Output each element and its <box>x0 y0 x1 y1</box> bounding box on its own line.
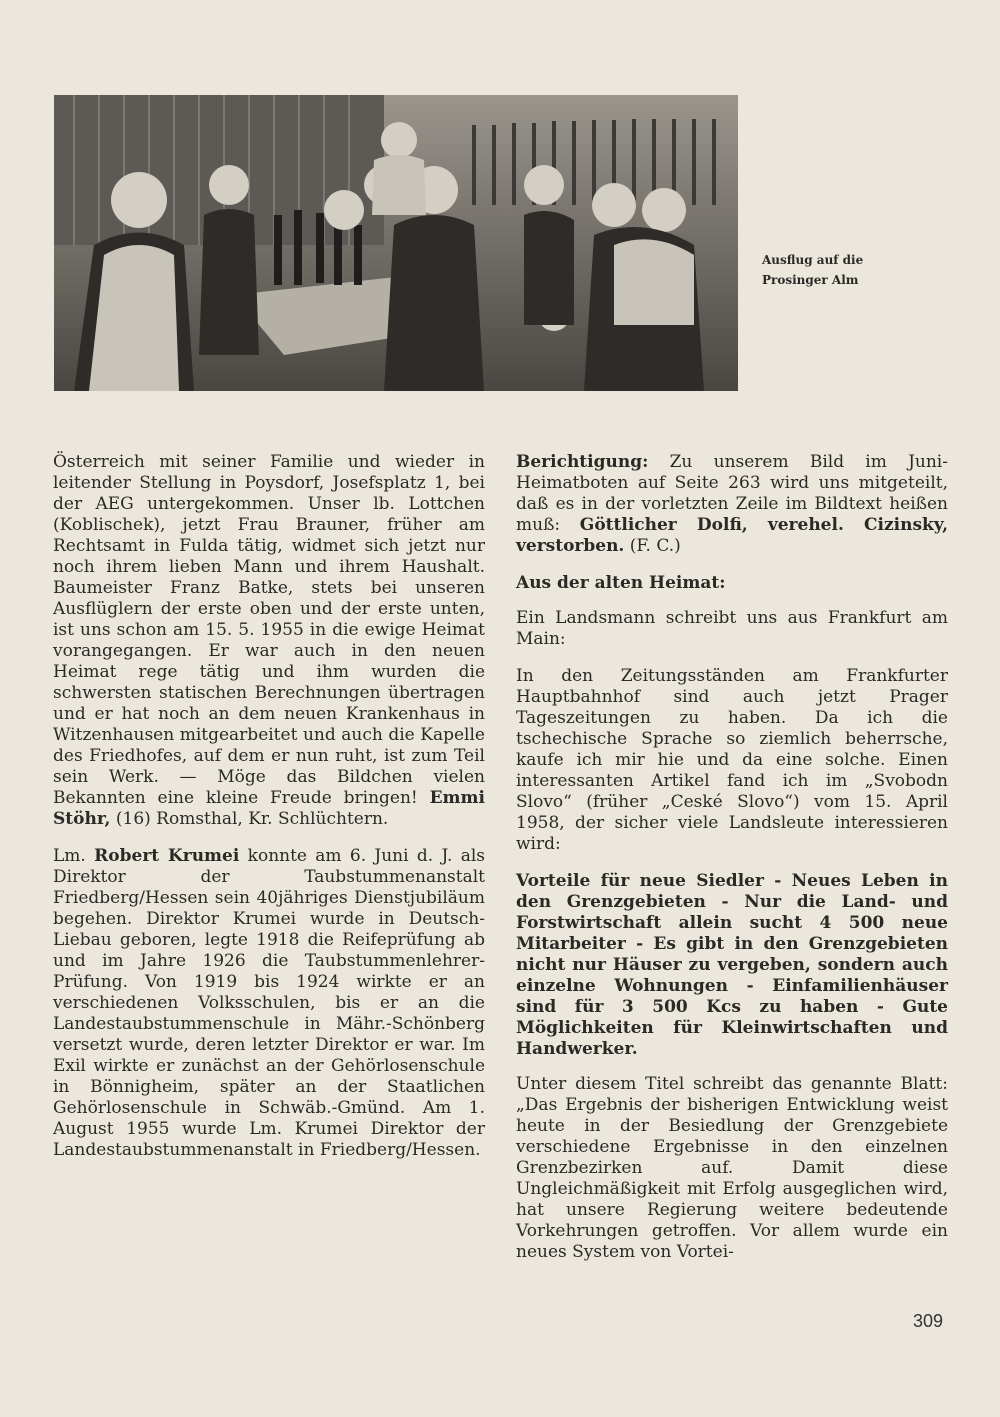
correction-end: (F. C.) <box>629 536 681 556</box>
correction-paragraph <box>516 452 948 557</box>
body-paragraph-1: In den Zeitungsständen am Frankfurter Hauptbahnhof sind auch jetzt Prager Tageszeitungen zu haben. Da ich die tschechische Sprache so ziemlich beherrsche, kaufe ich mir hie und da eine solche. Einen interessanten Artikel fand ich im „Svobodn Slovo“ (früher „Ceské Slovo“) vom 15. April 1958, der sicher viele Landsleute interessieren wird: <box>516 666 948 854</box>
photo-caption <box>762 250 902 290</box>
left-column <box>53 452 485 1177</box>
body-paragraph-2: Unter diesem Titel schreibt das genannte Blatt: „Das Ergebnis der bisherigen Entwicklung weist heute in der Besiedlung der Grenzgebiete verschiedene Ergebnisse in den einzelnen Grenzbezirken auf. Damit diese Ungleichmäßigkeit mit Erfolg ausgeglichen wird, hat unsere Regierung weitere bedeutende Vorkehrungen getroffen. Vor allem wurde ein neues System von Vortei- <box>516 1074 948 1262</box>
person-name: Robert Krumei <box>94 846 240 866</box>
article-headline: Vorteile für neue Siedler - Neues Leben in den Grenzgebieten - Nur die Land- und Forstwirtschaft allein sucht 4 500 neue Mitarbeiter - Es gibt in den Grenzgebieten nicht nur Häuser zu vergeben, sondern auch einzelne Wohnungen - Einfamilienhäuser sind für 3 500 Kcs zu haben - Gute Möglichkeiten für Kleinwirtschaften und Handwerker. <box>516 871 948 1059</box>
correction-bold: Göttlicher Dolfi, verehel. Cizinsky, verstorben. <box>516 515 948 556</box>
author-address: (16) Romsthal, Kr. Schlüchtern. <box>115 809 389 829</box>
page-number: 309 <box>913 1311 944 1331</box>
author-name: Emmi Stöhr, <box>53 788 485 829</box>
caption-line-1: Ausflug auf die <box>762 253 864 267</box>
paragraph-text: konnte am 6. Juni d. J. als Direktor der Taubstummenanstalt Friedberg/Hessen sein 40jähriges Dienstjubiläum begehen. Direktor Krumei wurde in Deutsch-Liebau geboren, legte 1918 die Reifeprüfung ab und im Jahre 1926 die Taubstummenlehrer-Prüfung. Von 1919 bis 1924 wirkte er an verschiedenen Volksschulen, bis er an die Landestaubstummenschule in Mähr.-Schönberg versetzt wurde, deren letzter Direktor er war. Im Exil wirkte er zunächst an der Gehörlosenschule in Bönnigheim, später an der Staatlichen Gehörlosenschule in Schwäb.-Gmünd. Am 1. August 1955 wurde Lm. Krumei Direktor der Landestaubstummenanstalt in Friedberg/Hessen. <box>53 846 486 1160</box>
paragraph-batke <box>53 452 485 830</box>
paragraph-krumei <box>53 846 485 1161</box>
intro-paragraph: Ein Landsmann schreibt uns aus Frankfurt am Main: <box>516 608 948 649</box>
correction-label: Berichtigung: <box>516 452 649 472</box>
paragraph-text: Österreich mit seiner Familie und wieder in leitender Stellung in Poysdorf, Josefsplatz 1, bei der AEG untergekommen. Unser lb. Lottchen (Koblischek), jetzt Frau Brauner, früher am Rechtsamt in Fulda tätig, widmet sich jetzt nur noch ihrem lieben Mann und ihrem Haushalt. Baumeister Franz Batke, stets bei unseren Ausflüglern der erste oben und der erste unten, ist uns schon am 15. 5. 1955 in die ewige Heimat vorangegangen. Er war auch in den neuen Heimat rege tätig und ihm wurden die schwersten statischen Berechnungen übertragen und er hat noch an dem neuen Krankenhaus in Witzenhausen mitgearbeitet und auch die Kapelle des Friedhofes, auf dem er nun ruht, ist zum Teil sein Werk. — Möge das Bildchen vielen Bekannten eine kleine Freude bringen! <box>53 452 485 808</box>
paragraph-prefix: Lm. <box>53 846 86 866</box>
section-heading: Aus der alten Heimat: <box>516 573 726 593</box>
right-column <box>516 452 948 1279</box>
caption-line-2: Prosinger Alm <box>762 273 859 287</box>
correction-text: Zu unserem Bild im Juni-Heimatboten auf Seite 263 wird uns mitgeteilt, daß es in der vorletzten Zeile im Bildtext heißen muß: <box>516 452 948 535</box>
group-photo <box>54 95 738 391</box>
group-photo-icon <box>54 95 738 391</box>
